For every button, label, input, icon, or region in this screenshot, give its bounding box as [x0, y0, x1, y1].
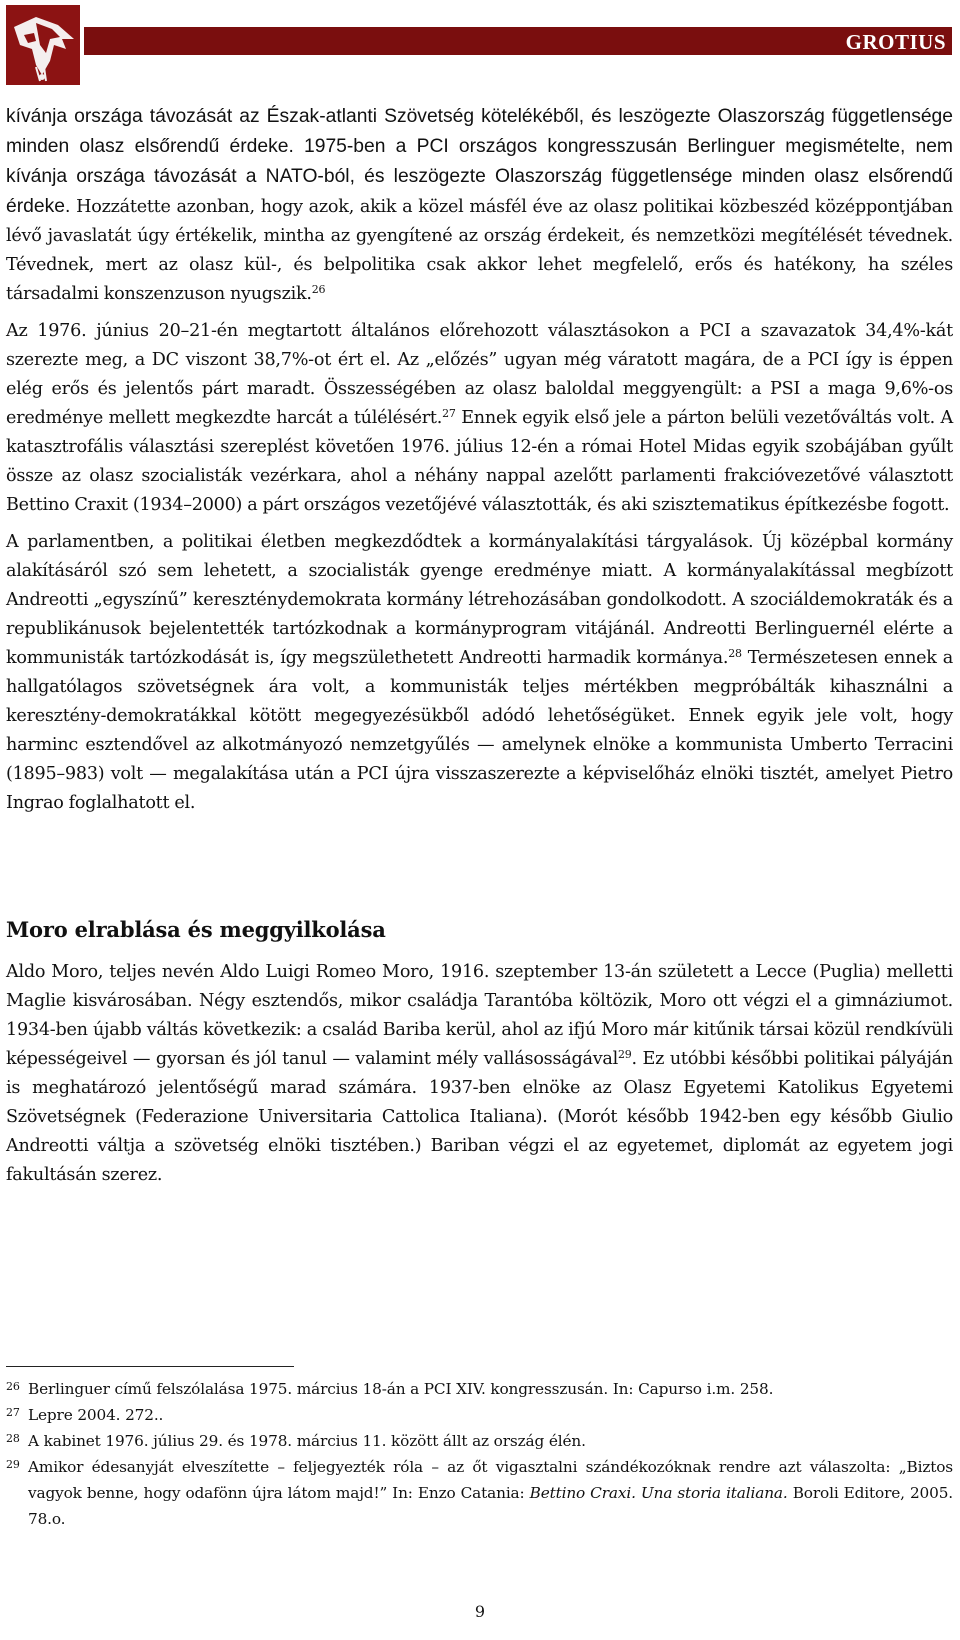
- footnote-divider: [6, 1366, 294, 1367]
- paragraph-3: [6, 528, 953, 818]
- section-paragraph: [6, 958, 953, 1190]
- footnote-text: A kabinet 1976. július 29. és 1978. március 11. között állt az ország élén.: [28, 1432, 586, 1450]
- paragraph-3-text: A parlamentben, a politikai életben megkezdődtek a kormányalakítási tárgyalások. Új középbal kormány alakításáról szó sem lehetett, a szocialisták gyenge eredménye miatt. A kormányalakítással megbízott Andreotti „egyszínű” kereszténydemokrata kormány létrehozásában gondolkodott. A szociáldemokraták és a republikánusok bejelentették tartózkodnak a kormányprogram vitájánál. Andreotti Berlinguernél elérte a kommunisták tartózkodását is, így megszülethetett Andreotti harmadik kormánya.: [6, 532, 953, 668]
- main-text: [6, 102, 953, 1198]
- header-bar: [84, 27, 952, 55]
- section-paragraph-text: Aldo Moro, teljes nevén Aldo Luigi Romeo Moro, 1916. szeptember 13-án született a Lecce (Puglia) melletti Maglie kisvárosában. Négy esztendős, mikor családja Tarantóba költözik, Moro ott végzi el a gimnáziumot. 1934-ben újabb váltás következik: a család Bariba kerül, ahol az ifjú Moro már kitűnik társai közül rendkívüli képességeivel — gyorsan és jól tanul — valamint mély vallásosságával: [6, 962, 953, 1069]
- section-paragraph-text-cont: . Ez utóbbi későbbi politikai pályáján is meghatározó jelentőségű marad számára. 1937-ben elnöke az Olasz Egyetemi Katolikus Egyetemi Szövetségnek (Federazione Universitaria Cattolica Italiana). (Morót később 1942-ben egy később Giulio Andreotti váltja a szövetség elnöki tisztében.) Bariban végzi el az egyetemet, diplomát az egyetem jogi fakultásán szerez.: [6, 1049, 954, 1185]
- paragraph-1: [6, 102, 953, 309]
- footnote-ref-27[interactable]: 27: [442, 407, 456, 420]
- footnote-number: 29: [6, 1458, 20, 1471]
- footnote-number: 26: [6, 1380, 20, 1393]
- brand-title: GROTIUS: [845, 30, 946, 54]
- footnotes: [6, 1376, 953, 1532]
- footnote-ref-29[interactable]: 29: [618, 1048, 632, 1061]
- footnote-26: [6, 1376, 953, 1402]
- footnote-28: [6, 1428, 953, 1454]
- footnote-text: Lepre 2004. 272..: [28, 1406, 164, 1424]
- footnote-text-end: Boroli Editore, 2005. 78.o.: [28, 1484, 953, 1528]
- paragraph-3-text-cont: Természetesen ennek a hallgatólagos szövetségnek ára volt, a kommunisták teljes mértékben megpróbálták kihasználni a keresztény-demokratákkal kötött megegyezésükből adódó lehetőségüket. Ennek egyik jele volt, hogy harminc esztendővel az alkotmányozó nemzetgyűlés — amelynek elnöke a kommunista Umberto Terracini (1895–983) volt — megalakítása után a PCI újra visszaszerezte a képviselőház elnöki tisztét, amelyet Pietro Ingrao foglalhatott el.: [6, 648, 953, 813]
- footnote-text-start: Amikor édesanyját elveszítette – feljegyezték róla – az őt vigasztalni szándékozóknak rendre azt válaszolta: „Biztos vagyok benne, hogy odafönn újra látom majd!” In: Enzo Catania:: [28, 1458, 953, 1502]
- page-header: [0, 0, 960, 92]
- footnote-number: 27: [6, 1406, 20, 1419]
- footnote-ref-26[interactable]: 26: [311, 283, 326, 296]
- footnote-text: [28, 1454, 953, 1532]
- paragraph-2: [6, 317, 953, 520]
- paragraph-1-text: Hozzátette azonban, hogy azok, akik a közel másfél éve az olasz politikai közbeszéd középpontjában lévő javaslatát úgy értékelik, mintha az gyengítené az ország érdekeit, és nemzetközi megítélését tévednek. Tévednek, mert az olasz kül-, és belpolitika csak akkor lehet megfelelő, erős és hatékony, ha széles társadalmi konszenzuson nyugszik.: [6, 197, 953, 304]
- paragraph-1-sans-text: kívánja országa távozását az Észak-atlanti Szövetség kötelékéből, és leszögezte Olaszország függetlensége minden olasz elsőrendű érdeke. 1975-ben a PCI országos kongresszusán Berlinguer megismételte, nem kívánja országa távozását a NATO-ból, és leszögezte Olaszország függetlensége minden olasz elsőrendű érdeke.: [6, 106, 953, 217]
- footnote-27: [6, 1402, 953, 1428]
- footnote-number: 28: [6, 1432, 20, 1445]
- section-heading: Moro elrablása és meggyilkolása: [6, 917, 386, 942]
- paragraph-2-text-cont: Ennek egyik első jele a párton belüli vezetőváltás volt. A katasztrofális választási szereplést követően 1976. július 12-én a római Hotel Midas egyik szobájában gyűlt össze az olasz szocialisták vezérkara, ahol a néhány nappal azelőtt parlamenti frakcióvezetővé választott Bettino Craxit (1934–2000) a párt országos vezetőjévé választották, és aki szisztematikus építkezésbe fogott.: [6, 408, 953, 515]
- footnote-ref-28[interactable]: 28: [728, 647, 742, 660]
- paragraph-2-text: Az 1976. június 20–21-én megtartott általános előrehozott választásokon a PCI a szavazatok 34,4%-kát szerezte meg, a DC viszont 38,7%-ot ért el. Az „előzés” ugyan még váratott magára, de a PCI így is éppen elég erős és jelentős párt maradt. Összességében az olasz baloldal meggyengült: a PSI a maga 9,6%-os eredménye mellett megkezdte harcát a túlélésért.: [6, 321, 953, 428]
- page-number: 9: [474, 1602, 486, 1621]
- footnote-text: Berlinguer című felszólalása 1975. március 18-án a PCI XIV. kongresszusán. In: Capurso i.m. 258.: [28, 1380, 774, 1398]
- footnote-book-title: Bettino Craxi. Una storia italiana.: [529, 1484, 788, 1502]
- footnote-29: [6, 1454, 953, 1532]
- bird-logo-icon: [6, 5, 80, 85]
